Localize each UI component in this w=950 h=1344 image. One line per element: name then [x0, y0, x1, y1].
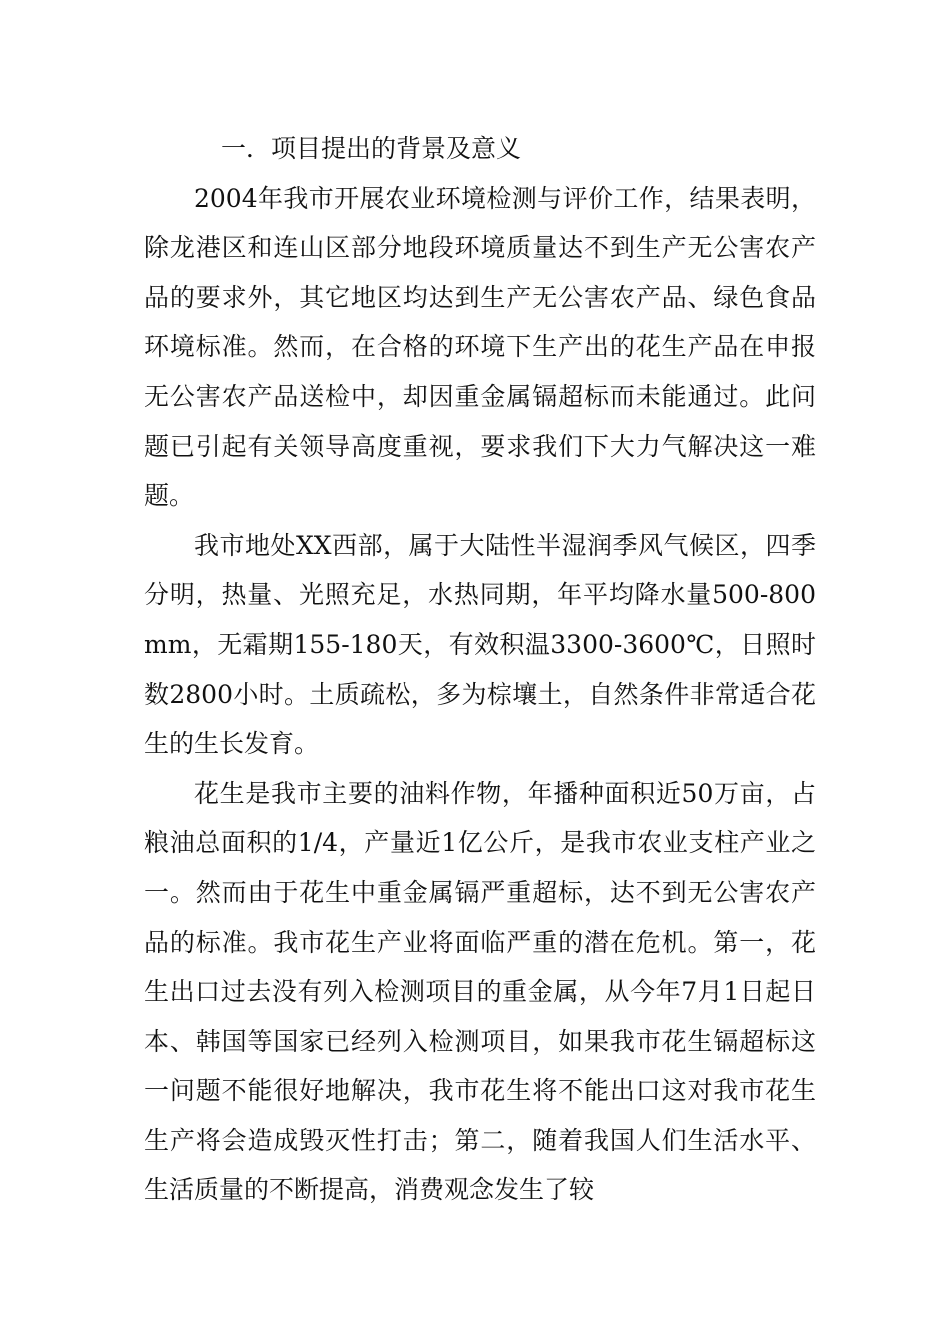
document-body: [144, 124, 816, 1215]
section-heading: 一．项目提出的背景及意义: [221, 134, 522, 163]
paragraph-peanut-industry: 花生是我市主要的油料作物，年播种面积近50万亩，占粮油总面积的1/4，产量近1亿公斤，是我市农业支柱产业之一。然而由于花生中重金属镉严重超标，达不到无公害农产品的标准。我市花生产业将面临严重的潜在危机。第一，花生出口过去没有列入检测项目的重金属，从今年7月1日起日本、韩国等国家已经列入检测项目，如果我市花生镉超标这一问题不能很好地解决，我市花生将不能出口这对我市花生生产将会造成毁灭性打击；第二，随着我国人们生活水平、生活质量的不断提高，消费观念发生了较: [144, 778, 816, 1205]
paragraph-background: 2004年我市开展农业环境检测与评价工作，结果表明，除龙港区和连山区部分地段环境质量达不到生产无公害农产品的要求外，其它地区均达到生产无公害农产品、绿色食品环境标准。然而，在合格的环境下生产出的花生产品在申报无公害农产品送检中，却因重金属镉超标而未能通过。此问题已引起有关领导高度重视，要求我们下大力气解决这一难题。: [144, 183, 816, 511]
paragraph-climate: 我市地处XX西部，属于大陆性半湿润季风气候区，四季分明，热量、光照充足，水热同期，年平均降水量500-800mm，无霜期155-180天，有效积温3300-3600℃，日照时数2800小时。土质疏松，多为棕壤土，自然条件非常适合花生的生长发育。: [144, 530, 816, 759]
